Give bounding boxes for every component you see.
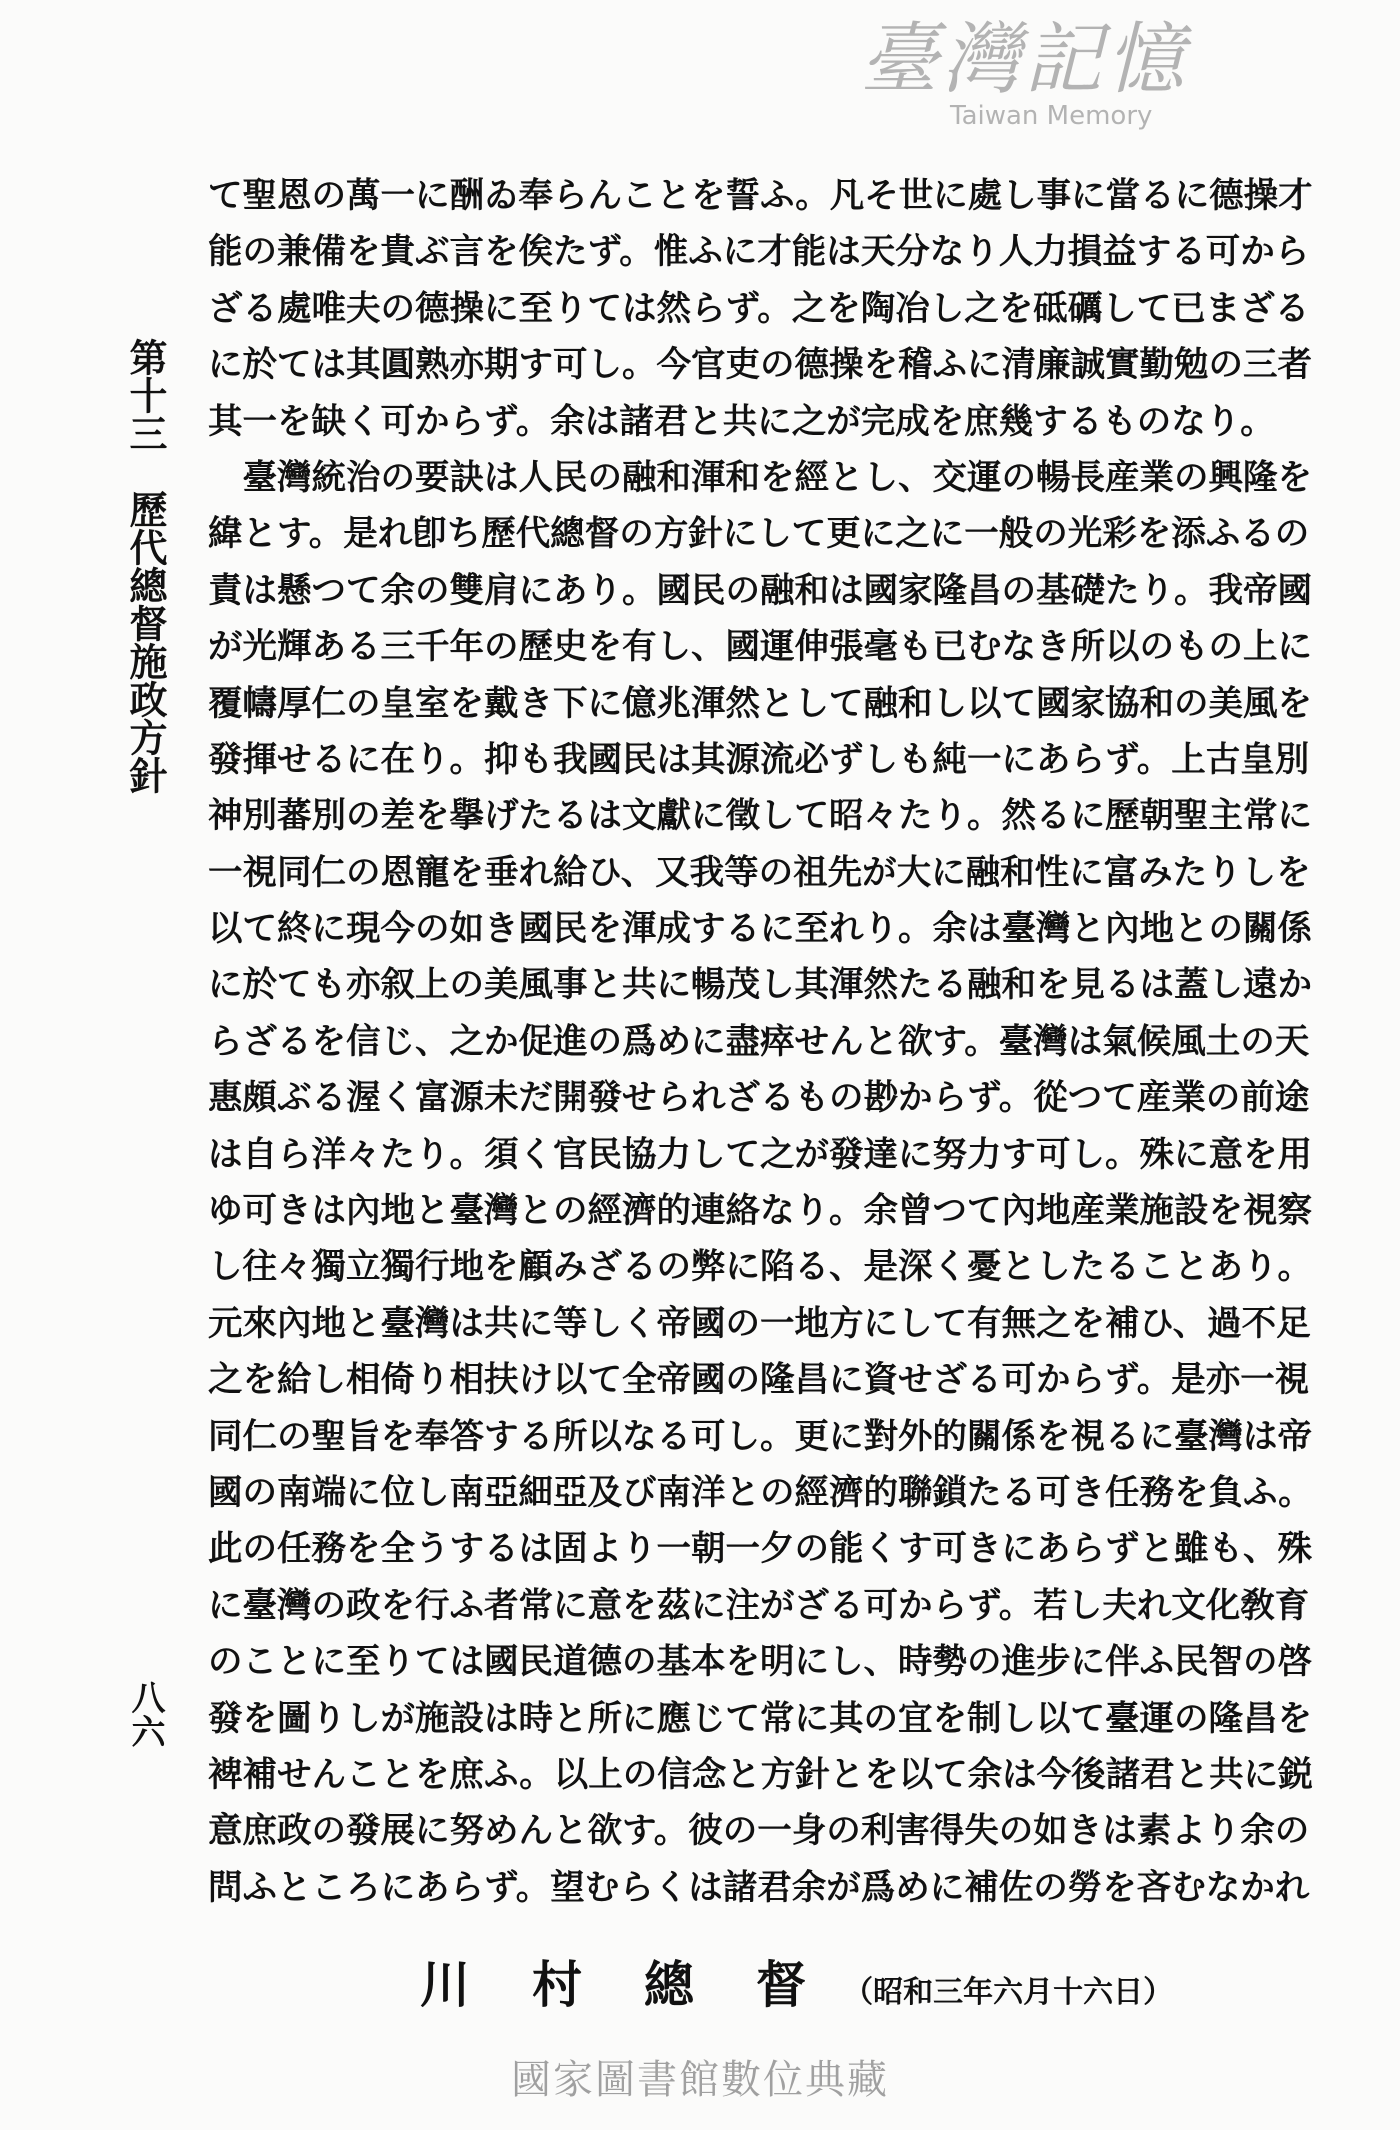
text-line: に於ては其圓熟亦期す可し。今官吏の德操を稽ふに清廉誠實勤勉の三者 (208, 345, 1312, 386)
text-line: 之を給し相倚り相扶け以て全帝國の隆昌に資せざる可からず。是亦一視 (208, 1360, 1310, 1401)
text-line: 緯とす。是れ卽ち歷代總督の方針にして更に之に一般の光彩を添ふるの (208, 514, 1310, 555)
footer-collection-label: 國家圖書館數位典藏 (511, 2057, 889, 2103)
signature-block (420, 1945, 1173, 2017)
text-line: 同仁の聖旨を奉答する所以なる可し。更に對外的關係を視るに臺灣は帝 (208, 1416, 1312, 1457)
signature-date: （昭和三年六月十六日） (843, 1975, 1174, 2010)
text-line: らざるを信じ、之か促進の爲めに盡瘁せんと欲す。臺灣は氣候風土の天 (208, 1021, 1310, 1062)
text-line: 覆幬厚仁の皇室を戴き下に億兆渾然として融和し以て國家協和の美風を (208, 683, 1312, 724)
text-line: 責は懸つて余の雙肩にあり。國民の融和は國家隆昌の基礎たり。我帝國 (208, 570, 1312, 611)
text-line: 問ふところにあらず。望むらくは諸君余が爲めに補佐の勞を吝むなかれ (208, 1867, 1310, 1908)
text-line: のことに至りては國民道德の基本を明にし、時勢の進步に伴ふ民智の啓 (208, 1642, 1312, 1683)
text-line: が光輝ある三千年の歷史を有し、國運伸張毫も已むなき所以のもの上に (208, 627, 1312, 668)
text-line: 能の兼備を貴ぶ言を俟たず。惟ふに才能は天分なり人力損益する可から (208, 232, 1310, 273)
text-line: し往々獨立獨行地を顧みざるの弊に陷る、是深く憂としたることあり。 (208, 1247, 1312, 1288)
text-line: 意庶政の發展に努めんと欲す。彼の一身の利害得失の如きは素より余の (208, 1811, 1310, 1852)
text-line: 元來內地と臺灣は共に等しく帝國の一地方にして有無之を補ひ、過不足 (208, 1303, 1311, 1344)
text-line: て聖恩の萬一に酬ゐ奉らんことを誓ふ。凡そ世に處し事に當るに德操才 (208, 176, 1313, 216)
text-line: ゆ可きは內地と臺灣との經濟的連絡なり。余曾つて內地産業施設を視察 (208, 1191, 1312, 1232)
body-text (208, 168, 1313, 1916)
text-line: 發揮せるに在り。抑も我國民は其源流必ずしも純一にあらず。上古皇別 (208, 739, 1310, 780)
chapter-running-title: 第十三 歷代總督施政方針 (123, 338, 168, 794)
text-line: 國の南端に位し南亞細亞及び南洋との經濟的聯鎖たる可き任務を負ふ。 (208, 1472, 1313, 1513)
watermark-main: 臺灣記憶 (860, 15, 1189, 105)
text-line: 神別蕃別の差を擧げたるは文獻に徵して昭々たり。然るに歷朝聖主常に (208, 796, 1312, 837)
text-line: 此の任務を全うするは固より一朝一夕の能くす可きにあらずと雖も、殊 (208, 1529, 1312, 1570)
signature-name: 川村總督 (420, 1955, 868, 2014)
text-line: 其一を缺く可からず。余は諸君と共に之が完成を庶幾するものなり。 (208, 401, 1275, 442)
text-line: 以て終に現今の如き國民を渾成するに至れり。余は臺灣と內地との關係 (208, 909, 1312, 950)
text-line: ざる處唯夫の德操に至りては然らず。之を陶冶し之を砥礪して已まざる (208, 288, 1310, 329)
page-number: 八六 (125, 1680, 165, 1748)
text-line: 裨補せんことを庶ふ。以上の信念と方針とを以て余は今後諸君と共に鋭 (208, 1754, 1313, 1795)
text-line: 臺灣統治の要訣は人民の融和渾和を經とし、交運の暢長産業の興隆を (208, 457, 1312, 498)
watermark-sub: Taiwan Memory (950, 101, 1153, 131)
text-line: は自ら洋々たり。須く官民協力して之が發達に努力す可し。殊に意を用 (208, 1134, 1312, 1175)
text-line: に臺灣の政を行ふ者常に意を茲に注がざる可からず。若し夫れ文化敎育 (208, 1585, 1310, 1626)
text-line: 發を圖りしが施設は時と所に應じて常に其の宜を制し以て臺運の隆昌を (208, 1698, 1312, 1739)
text-line: に於ても亦叙上の美風事と共に暢茂し其渾然たる融和を見るは蓋し遠か (208, 965, 1312, 1006)
watermark (860, 15, 1189, 132)
text-line: 一視同仁の恩寵を垂れ給ひ、又我等の祖先が大に融和性に富みたりしを (208, 852, 1311, 893)
text-line: 惠頗ぶる渥く富源未だ開發せられざるもの尠からず。從つて産業の前途 (208, 1078, 1310, 1119)
